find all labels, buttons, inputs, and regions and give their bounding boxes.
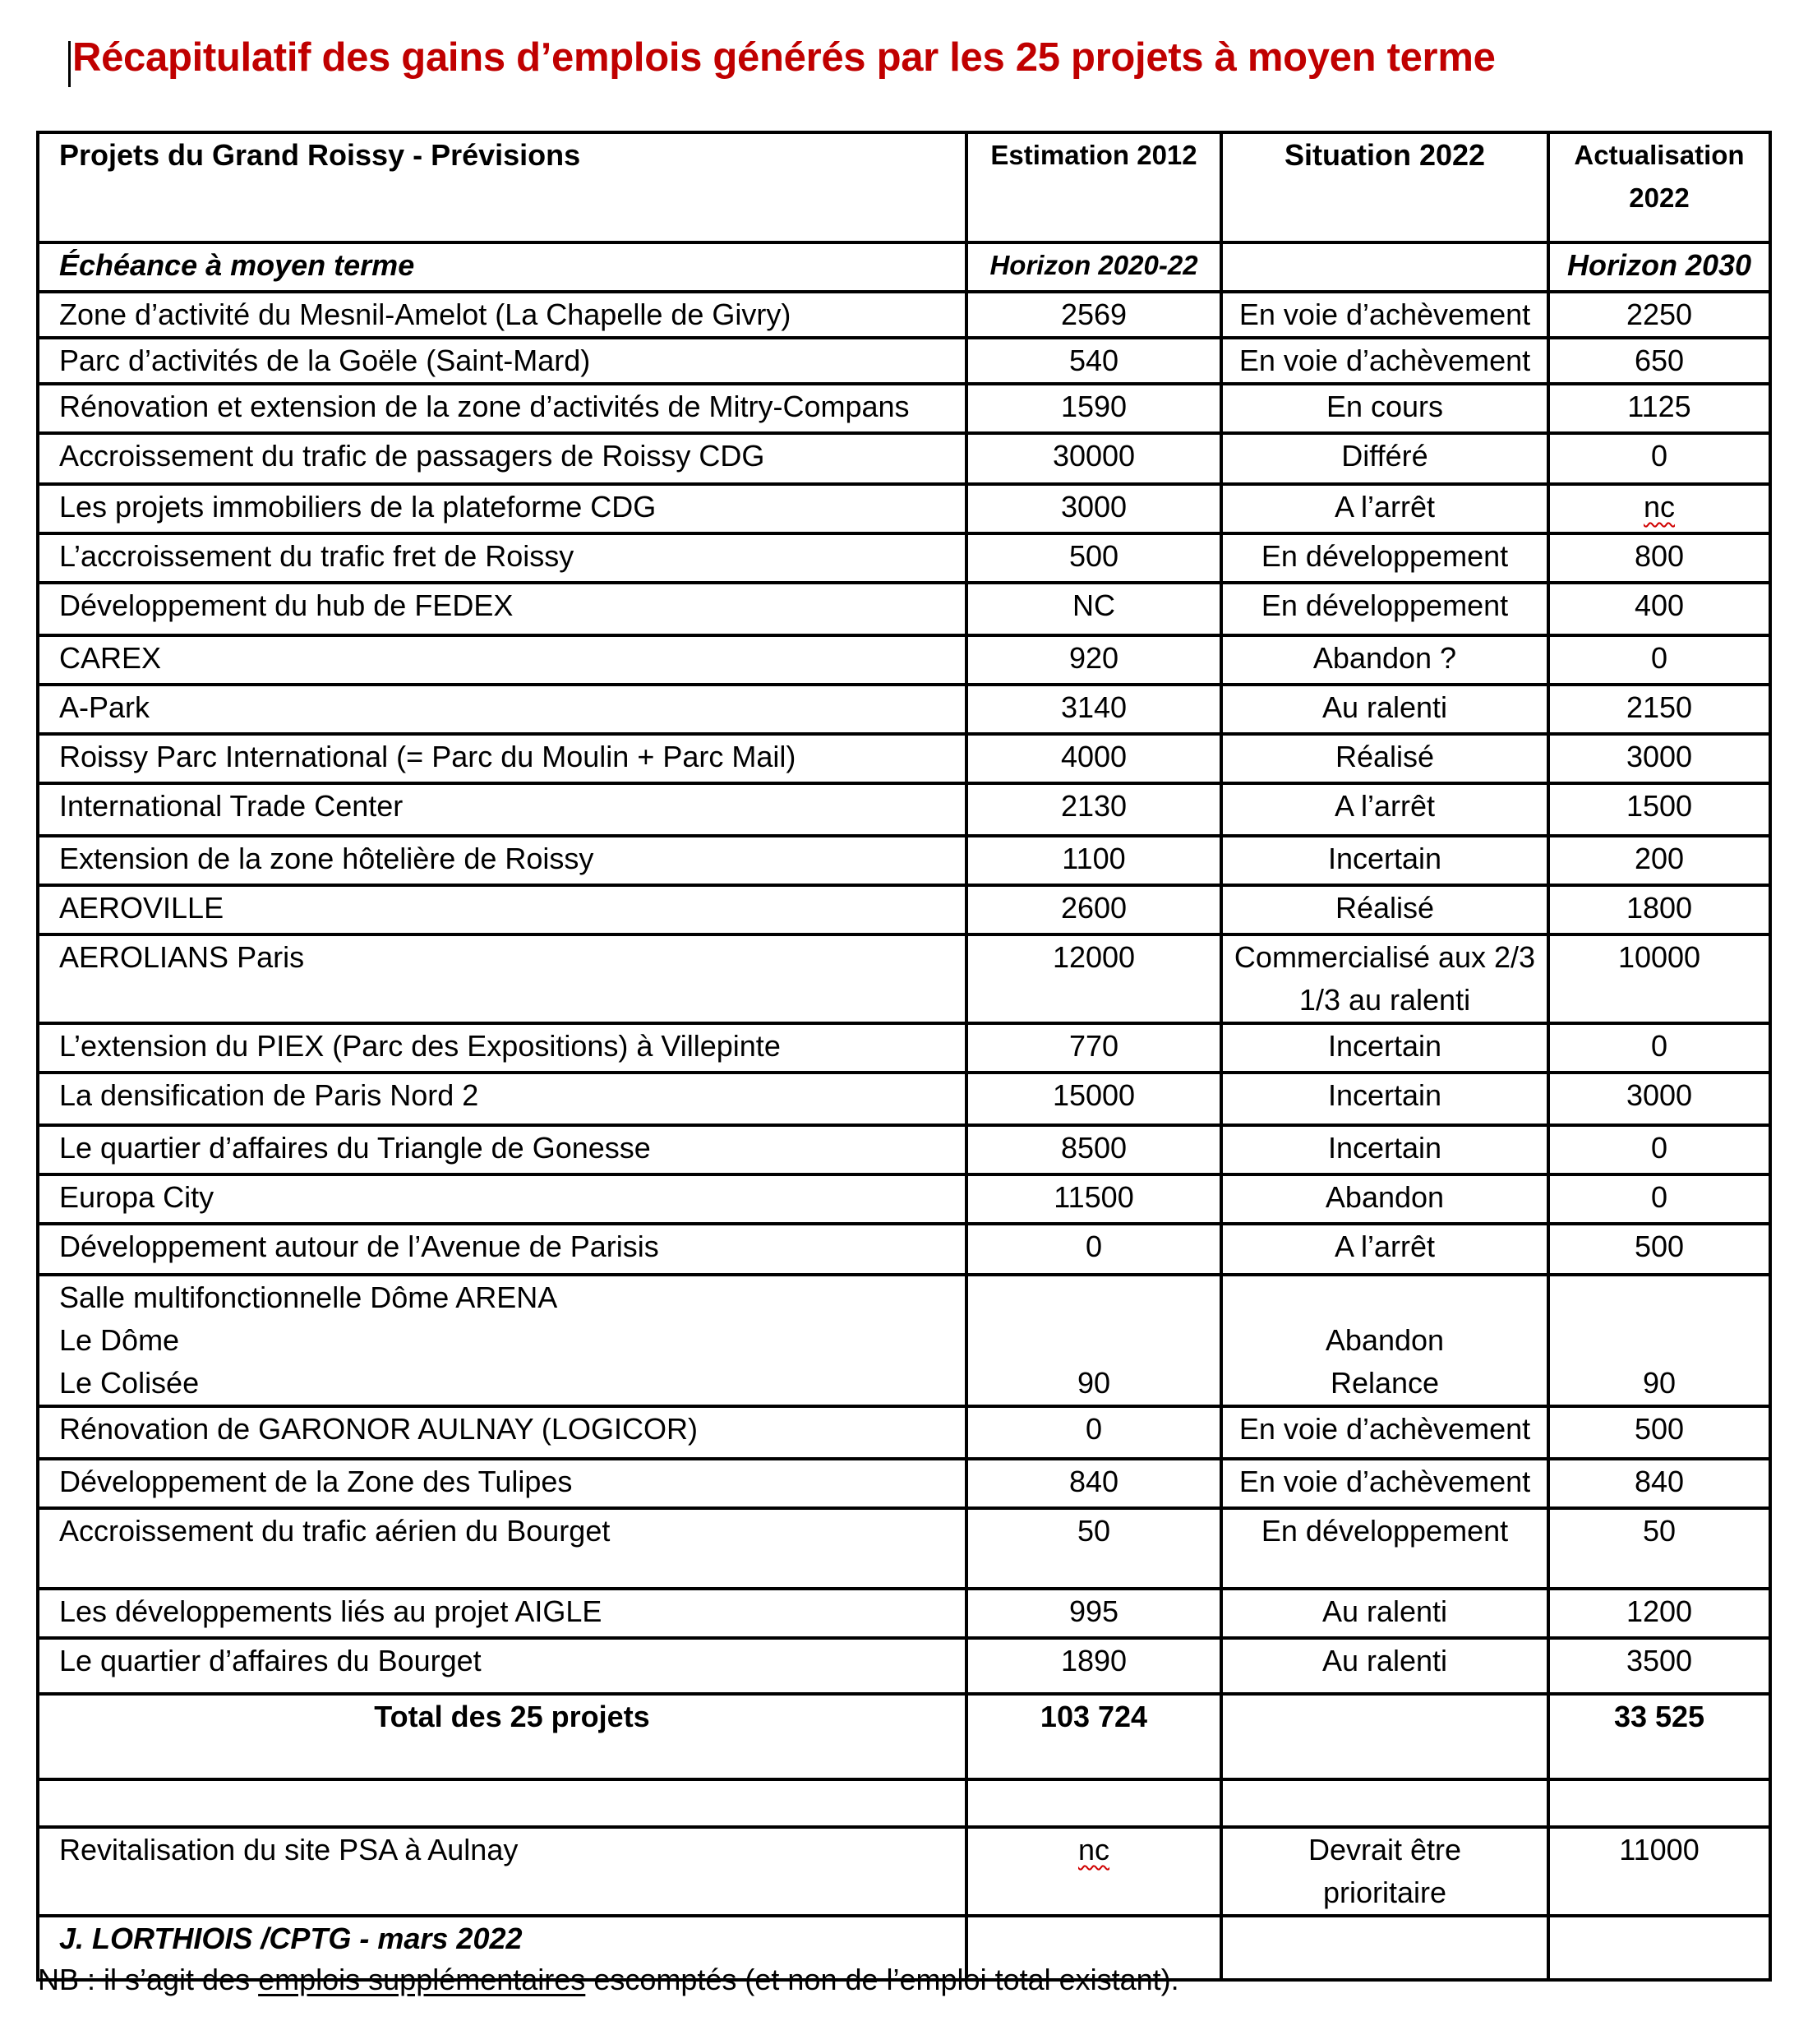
row-name: Développement du hub de FEDEX [38,583,966,635]
table-row [38,1224,1770,1275]
table-row [38,836,1770,885]
spacer-cell [1548,1779,1770,1827]
table-row [38,1275,1770,1406]
table-row [38,384,1770,433]
row-situation: Incertain [1221,1125,1548,1174]
spacer-cell [1221,1779,1548,1827]
row-actualisation: 10000 [1548,934,1770,1023]
header-actualisation-2022: Actualisation 2022 [1548,132,1770,242]
text-cursor [68,41,71,87]
row-situation: En voie d’achèvement [1221,292,1548,338]
psa-situation: Devrait être prioritaire [1221,1827,1548,1916]
header-estimation-2012: Estimation 2012 [966,132,1221,242]
total-actualisation: 33 525 [1548,1694,1770,1779]
table-row [38,783,1770,836]
row-estimation: 920 [966,635,1221,685]
row-actualisation: 1200 [1548,1589,1770,1638]
table-row [38,685,1770,734]
row-name: L’extension du PIEX (Parc des Expositions) à Villepinte [38,1023,966,1073]
row-situation: Abandon Relance [1221,1275,1548,1406]
subheader-horizon-2020: Horizon 2020-22 [966,242,1221,292]
footnote-underlined: emplois supplémentaires [258,1963,586,1996]
row-actualisation: 650 [1548,338,1770,384]
row-name: CAREX [38,635,966,685]
subheader-empty [1221,242,1548,292]
row-actualisation: 3000 [1548,1073,1770,1125]
row-estimation: 11500 [966,1174,1221,1224]
table-row [38,433,1770,484]
row-actualisation: 3500 [1548,1638,1770,1694]
row-estimation: 0 [966,1406,1221,1459]
table-row [38,1406,1770,1459]
header-row [38,132,1770,242]
row-situation: En développement [1221,533,1548,583]
footnote-suffix: escomptés (et non de l’emploi total existant). [585,1963,1179,1996]
row-actualisation: 90 [1548,1275,1770,1406]
table-row [38,583,1770,635]
row-actualisation: 800 [1548,533,1770,583]
row-actualisation: 2150 [1548,685,1770,734]
row-situation: En développement [1221,583,1548,635]
row-name: Salle multifonctionnelle Dôme ARENA Le Dôme Le Colisée [38,1275,966,1406]
row-situation: En cours [1221,384,1548,433]
spacer-cell [38,1779,966,1827]
row-actualisation: 0 [1548,433,1770,484]
footnote [38,1963,1179,1997]
row-name: La densification de Paris Nord 2 [38,1073,966,1125]
spacer-row [38,1779,1770,1827]
row-name: Rénovation de GARONOR AULNAY (LOGICOR) [38,1406,966,1459]
row-situation: A l’arrêt [1221,1224,1548,1275]
row-situation: Incertain [1221,836,1548,885]
row-estimation: 3000 [966,484,1221,533]
subheader-row [38,242,1770,292]
table-row [38,292,1770,338]
row-name: A-Park [38,685,966,734]
row-estimation: 4000 [966,734,1221,783]
total-situation-empty [1221,1694,1548,1779]
total-row [38,1694,1770,1779]
table-row [38,533,1770,583]
row-actualisation: 0 [1548,1023,1770,1073]
row-name: Développement autour de l’Avenue de Parisis [38,1224,966,1275]
row-situation: En voie d’achèvement [1221,1406,1548,1459]
row-name: Roissy Parc International (= Parc du Moulin + Parc Mail) [38,734,966,783]
row-estimation: 500 [966,533,1221,583]
row-name: Développement de la Zone des Tulipes [38,1459,966,1508]
row-actualisation: 1125 [1548,384,1770,433]
spellcheck-flag: nc [1077,1833,1110,1866]
table-row [38,1023,1770,1073]
total-label: Total des 25 projets [38,1694,966,1779]
row-estimation: 8500 [966,1125,1221,1174]
row-estimation: 995 [966,1589,1221,1638]
row-situation: A l’arrêt [1221,783,1548,836]
row-name: Extension de la zone hôtelière de Roissy [38,836,966,885]
row-actualisation: 840 [1548,1459,1770,1508]
row-estimation: 0 [966,1224,1221,1275]
row-name: International Trade Center [38,783,966,836]
row-situation: Au ralenti [1221,1589,1548,1638]
row-actualisation: 0 [1548,635,1770,685]
header-projects: Projets du Grand Roissy - Prévisions [38,132,966,242]
row-actualisation: 500 [1548,1224,1770,1275]
row-estimation: 90 [966,1275,1221,1406]
total-estimation: 103 724 [966,1694,1221,1779]
spellcheck-flag: nc [1643,490,1676,524]
row-estimation: 3140 [966,685,1221,734]
table-row [38,1589,1770,1638]
row-estimation: 50 [966,1508,1221,1589]
row-situation: Commercialisé aux 2/3 1/3 au ralenti [1221,934,1548,1023]
row-actualisation: 2250 [1548,292,1770,338]
row-estimation: 1590 [966,384,1221,433]
row-situation: Au ralenti [1221,1638,1548,1694]
row-name: Zone d’activité du Mesnil-Amelot (La Chapelle de Givry) [38,292,966,338]
row-situation: Réalisé [1221,734,1548,783]
row-estimation: 15000 [966,1073,1221,1125]
row-name: Le quartier d’affaires du Bourget [38,1638,966,1694]
row-estimation: 12000 [966,934,1221,1023]
row-name: L’accroissement du trafic fret de Roissy [38,533,966,583]
row-estimation: 840 [966,1459,1221,1508]
psa-estimation [966,1827,1221,1916]
row-actualisation: 3000 [1548,734,1770,783]
row-actualisation: 200 [1548,836,1770,885]
row-situation: Réalisé [1221,885,1548,934]
row-estimation: 1100 [966,836,1221,885]
row-actualisation: 1500 [1548,783,1770,836]
row-actualisation: 0 [1548,1125,1770,1174]
row-situation: Différé [1221,433,1548,484]
psa-name: Revitalisation du site PSA à Aulnay [38,1827,966,1916]
row-name: AEROLIANS Paris [38,934,966,1023]
row-situation: En développement [1221,1508,1548,1589]
row-name: Europa City [38,1174,966,1224]
row-estimation: NC [966,583,1221,635]
row-name: Parc d’activités de la Goële (Saint-Mard) [38,338,966,384]
subheader-echeance: Échéance à moyen terme [38,242,966,292]
row-situation: Au ralenti [1221,685,1548,734]
spacer-cell [966,1779,1221,1827]
psa-row [38,1827,1770,1916]
row-situation: En voie d’achèvement [1221,1459,1548,1508]
table-row [38,934,1770,1023]
row-actualisation: 0 [1548,1174,1770,1224]
row-actualisation: 400 [1548,583,1770,635]
row-name: Rénovation et extension de la zone d’activités de Mitry-Compans [38,384,966,433]
row-estimation: 2600 [966,885,1221,934]
row-name: Les développements liés au projet AIGLE [38,1589,966,1638]
row-estimation: 540 [966,338,1221,384]
row-situation: En voie d’achèvement [1221,338,1548,384]
row-name: AEROVILLE [38,885,966,934]
table-row [38,1174,1770,1224]
table-row [38,885,1770,934]
table-row [38,635,1770,685]
subheader-horizon-2030: Horizon 2030 [1548,242,1770,292]
row-actualisation: 50 [1548,1508,1770,1589]
table-row [38,338,1770,384]
author-signature: J. LORTHIOIS /CPTG - mars 2022 [38,1916,966,1980]
row-name: Accroissement du trafic aérien du Bourget [38,1508,966,1589]
table-row [38,1638,1770,1694]
author-empty-cell [1221,1916,1548,1980]
row-estimation: 2130 [966,783,1221,836]
row-estimation: 770 [966,1023,1221,1073]
row-name: Le quartier d’affaires du Triangle de Gonesse [38,1125,966,1174]
row-name: Les projets immobiliers de la plateforme CDG [38,484,966,533]
row-situation: A l’arrêt [1221,484,1548,533]
header-situation-2022: Situation 2022 [1221,132,1548,242]
row-situation: Incertain [1221,1073,1548,1125]
row-name: Accroissement du trafic de passagers de Roissy CDG [38,433,966,484]
table-row [38,734,1770,783]
table-row [38,1073,1770,1125]
row-actualisation [1548,484,1770,533]
author-empty-cell [1548,1916,1770,1980]
table-row [38,1125,1770,1174]
row-estimation: 1890 [966,1638,1221,1694]
page-title: Récapitulatif des gains d’emplois générés par les 25 projets à moyen terme [72,35,1496,80]
row-situation: Incertain [1221,1023,1548,1073]
row-situation: Abandon ? [1221,635,1548,685]
footnote-prefix: NB : il s’agit des [38,1963,259,1996]
row-actualisation: 1800 [1548,885,1770,934]
table-row [38,1508,1770,1589]
projects-table [36,131,1772,1982]
table-row [38,1459,1770,1508]
table-row [38,484,1770,533]
psa-actualisation: 11000 [1548,1827,1770,1916]
row-estimation: 30000 [966,433,1221,484]
row-situation: Abandon [1221,1174,1548,1224]
row-actualisation: 500 [1548,1406,1770,1459]
row-estimation: 2569 [966,292,1221,338]
